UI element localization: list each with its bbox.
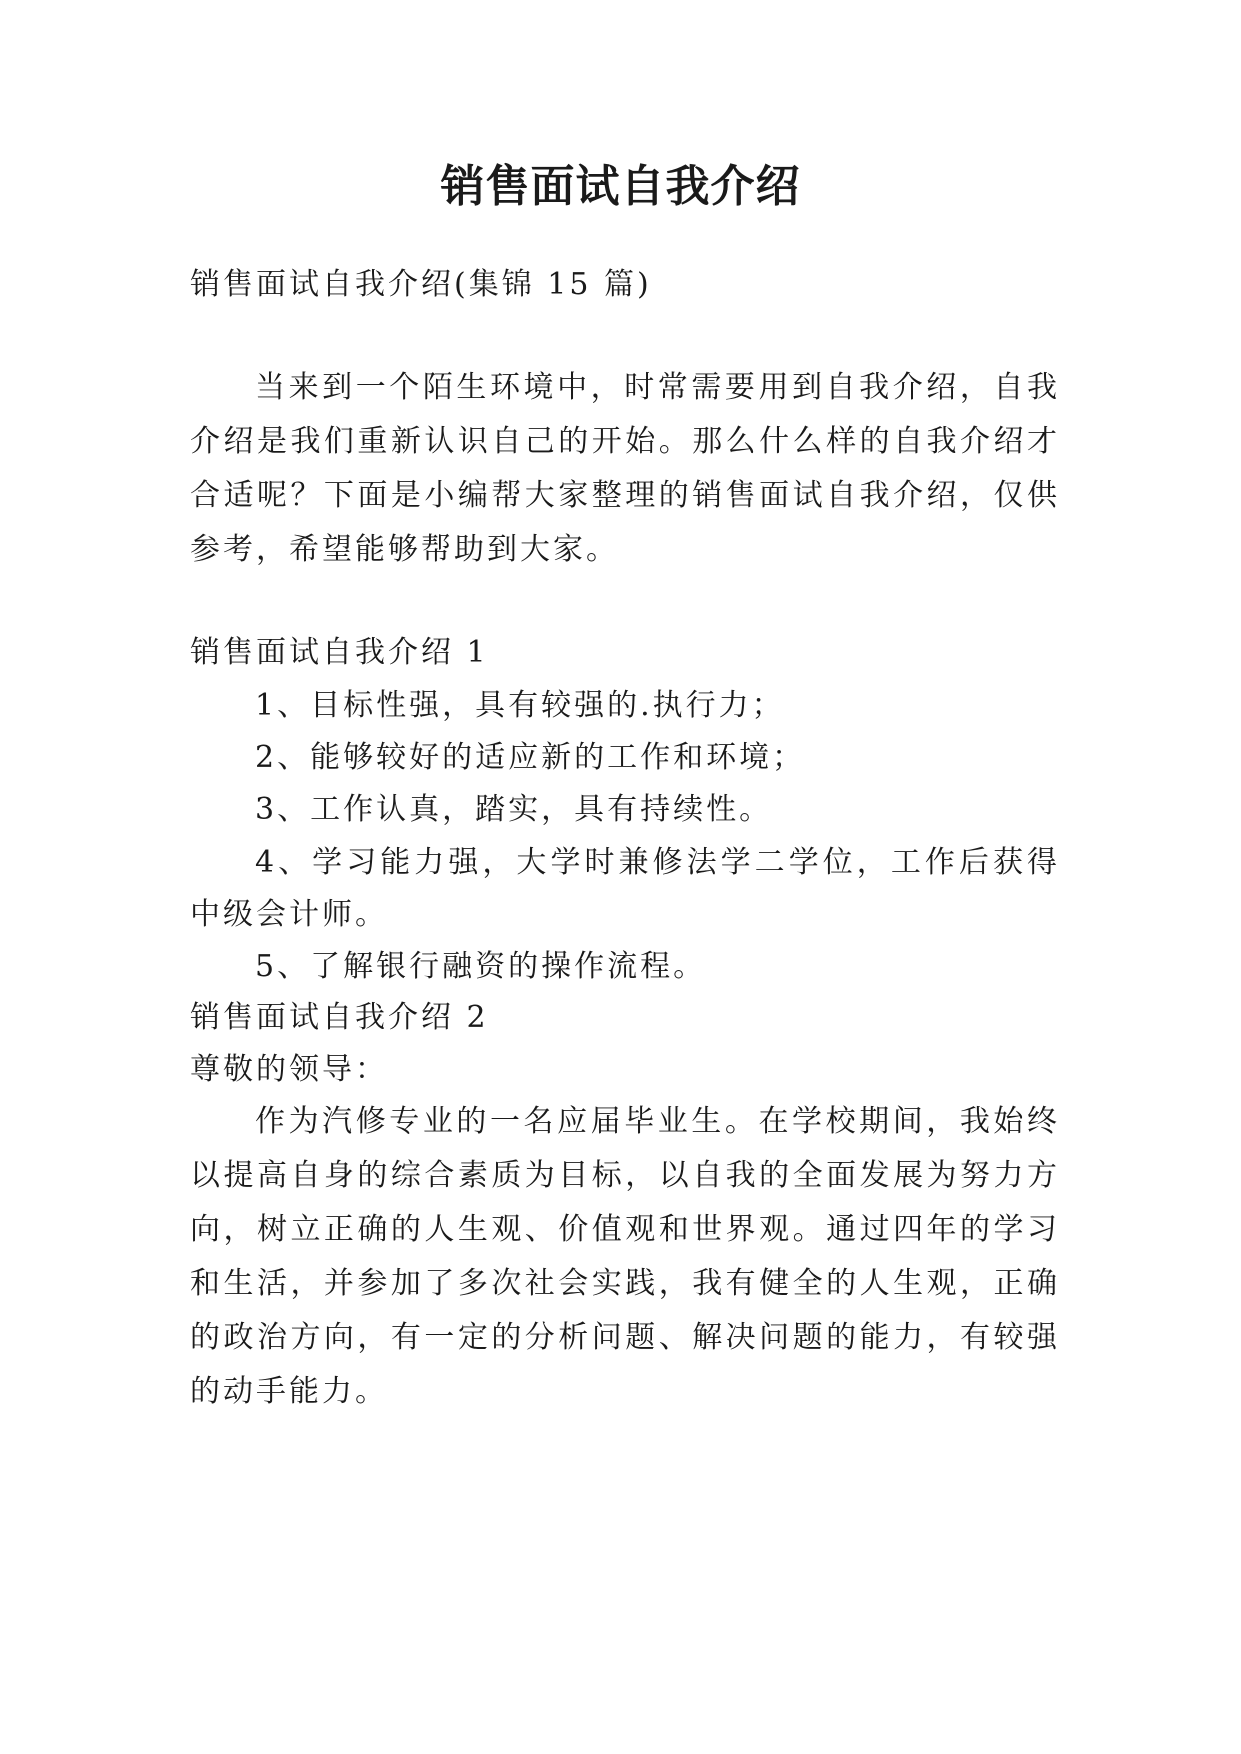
- intro-paragraph-line: 介绍是我们重新认识自己的开始。那么什么样的自我介绍才: [190, 424, 1060, 459]
- list-item: 5、了解银行融资的操作流程。: [255, 949, 707, 984]
- body-paragraph-line: 的动手能力。: [190, 1374, 388, 1409]
- body-paragraph-line: 的政治方向，有一定的分析问题、解决问题的能力，有较强: [190, 1320, 1060, 1355]
- body-paragraph-line: 作为汽修专业的一名应届毕业生。在学校期间，我始终: [255, 1104, 1060, 1139]
- body-paragraph-line: 和生活，并参加了多次社会实践，我有健全的人生观，正确: [190, 1266, 1060, 1301]
- list-item: 4、学习能力强，大学时兼修法学二学位，工作后获得: [255, 845, 1060, 880]
- body-paragraph-line: 以提高自身的综合素质为目标，以自我的全面发展为努力方: [190, 1158, 1060, 1193]
- letter-greeting: 尊敬的领导：: [190, 1052, 388, 1087]
- document-title: 销售面试自我介绍: [440, 161, 801, 212]
- intro-paragraph-line: 当来到一个陌生环境中，时常需要用到自我介绍，自我: [255, 370, 1060, 405]
- list-item: 1、目标性强，具有较强的.执行力；: [255, 688, 785, 723]
- intro-paragraph-line: 合适呢？下面是小编帮大家整理的销售面试自我介绍，仅供: [190, 478, 1060, 513]
- body-paragraph-line: 向，树立正确的人生观、价值观和世界观。通过四年的学习: [190, 1212, 1060, 1247]
- list-item: 2、能够较好的适应新的工作和环境；: [255, 740, 806, 775]
- document-subtitle: 销售面试自我介绍(集锦 15 篇): [190, 267, 652, 302]
- list-item-continuation: 中级会计师。: [190, 897, 388, 932]
- section-heading-2: 销售面试自我介绍 2: [190, 1000, 489, 1035]
- section-heading-1: 销售面试自我介绍 1: [190, 635, 489, 670]
- list-item: 3、工作认真，踏实，具有持续性。: [255, 792, 773, 827]
- intro-paragraph-line: 参考，希望能够帮助到大家。: [190, 532, 619, 567]
